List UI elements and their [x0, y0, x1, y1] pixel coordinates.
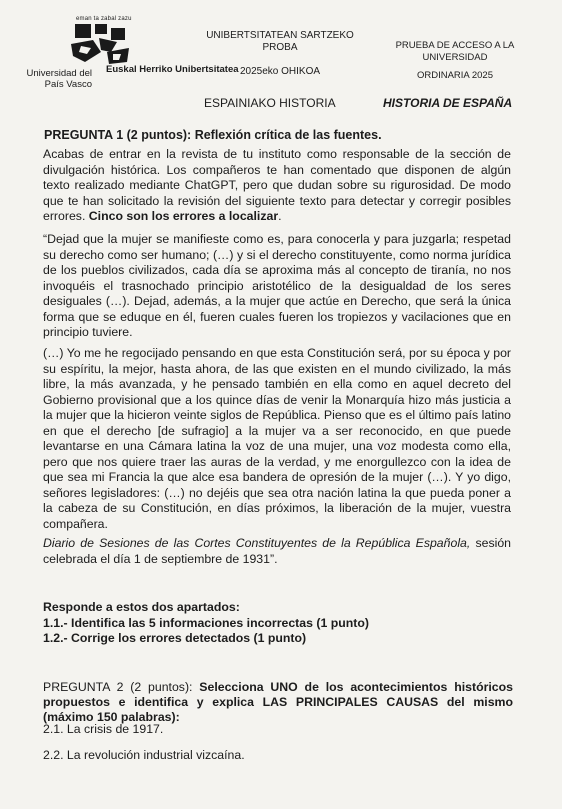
- quote-paragraph-1: “Dejad que la mujer se manifieste como es, para conocerla y para juzgarla; respetad su derecho como ser humano; (…) y si el derecho constituyente, como norma jurídica de los pueblos civilizados, cada día se aproxima más al concepto de tiranía, no nos invoquéis el trasnochado principio aristotélico de la desigualdad de los seres desiguales (…). Dejad, además, a la mujer que actúe en Derecho, que será la única forma que se eduque en él, fueren cuales fueren los tropiezos y vacilaciones que en principio tuviere.: [43, 232, 511, 339]
- subject-title-es: HISTORIA DE ESPAÑA: [383, 96, 513, 110]
- intro-text: Acabas de entrar en la revista de tu instituto como responsable de la sección de divulgación histórica. Los compañeros te han comentado que disponen de algún texto realizado mediante ChatGPT, pero que dudan sobre su rigurosidad. De modo que te han solicitado la revisión del siguiente texto para detectar y corregir posibles errores.: [43, 147, 511, 223]
- university-name-eu: Euskal Herriko Unibertsitatea: [106, 64, 239, 75]
- task-1-2: 1.2.- Corrige los errores detectados (1 punto): [43, 631, 307, 645]
- question-2-option-2: 2.2. La revolución industrial vizcaína.: [43, 748, 245, 762]
- quote-paragraph-2: (…) Yo me he regocijado pensando en que esta Constitución será, por su época y por su espíritu, la mejor, hasta ahora, de las que existen en el mundo civilizado, la más libre, la más avanzada, y he pensado también en ella como en aquel decreto del Gobierno provisional que a los quince días de venir la Monarquía hizo más justicia a la mujer que la hicieron veinte siglos de República. Pienso que es el último país latino en que el derecho [de sufragio] a la mujer va a ser reconocido, en que puede levantarse en una Cámara latina la voz de una mujer, una voz modesta como ella, pero que nos quiere traer las auras de la verdad, y me enorgullezco con la idea de que sea mi Francia la que alce esa bandera de opresión de la mujer (…). Y yo digo, señores legisladores: (…) no dejéis que sea otra nación latina la que pueda poner a la cabeza de su Constitución, en días próximos, la liberación de la mujer, vuestra compañera.: [43, 346, 511, 531]
- source-date: sesión celebrada el día 1 de septiembre de 1931”.: [43, 536, 511, 566]
- university-name-es: Universidad del País Vasco: [26, 68, 92, 90]
- question-2-title: [43, 680, 513, 725]
- tasks-heading: Responde a estos dos apartados:: [43, 600, 240, 614]
- exam-header-es: [385, 40, 525, 82]
- logo-motto: eman ta zabal zazu: [76, 16, 132, 22]
- question-2-instructions: Selecciona UNO de los acontecimientos históricos propuestos e identifica y explica LAS PRINCIPALES CAUSAS del mismo (máximo 150 palabras):: [43, 680, 513, 724]
- source-title: Diario de Sesiones de las Cortes Constituyentes de la República Española,: [43, 536, 471, 550]
- exam-session-es: ORDINARIA 2025: [416, 70, 494, 81]
- exam-header-eu: [200, 30, 360, 78]
- question-1-tasks: [43, 600, 369, 647]
- exam-session-eu: 2025eko OHIKOA: [239, 66, 321, 77]
- exam-title-es: PRUEBA DE ACCESO A LA UNIVERSIDAD: [395, 40, 515, 63]
- exam-title-eu: UNIBERTSITATEAN SARTZEKO PROBA: [206, 30, 354, 53]
- question-1-intro: Acabas de entrar en la revista de tu instituto como responsable de la sección de divulgación histórica. Los compañeros te han comentado que disponen de algún texto realizado mediante ChatGPT, pero que dudan sobre su rigurosidad. De modo que te han solicitado la revisión del siguiente texto para detectar y corregir posibles errores. Cinco son los errores a localizar.: [43, 147, 511, 223]
- task-1-1: 1.1.- Identifica las 5 informaciones incorrectas (1 punto): [43, 615, 369, 630]
- intro-bold-text: Cinco son los errores a localizar: [88, 209, 279, 223]
- question-1-title: PREGUNTA 1 (2 puntos): Reflexión crítica de las fuentes.: [44, 128, 382, 142]
- university-logo-icon: [71, 22, 133, 66]
- subject-title-eu: ESPAINIAKO HISTORIA: [204, 96, 336, 110]
- quote-source: [43, 536, 511, 567]
- question-2-label: PREGUNTA 2 (2 puntos):: [43, 680, 193, 694]
- question-2-option-1: 2.1. La crisis de 1917.: [43, 722, 164, 736]
